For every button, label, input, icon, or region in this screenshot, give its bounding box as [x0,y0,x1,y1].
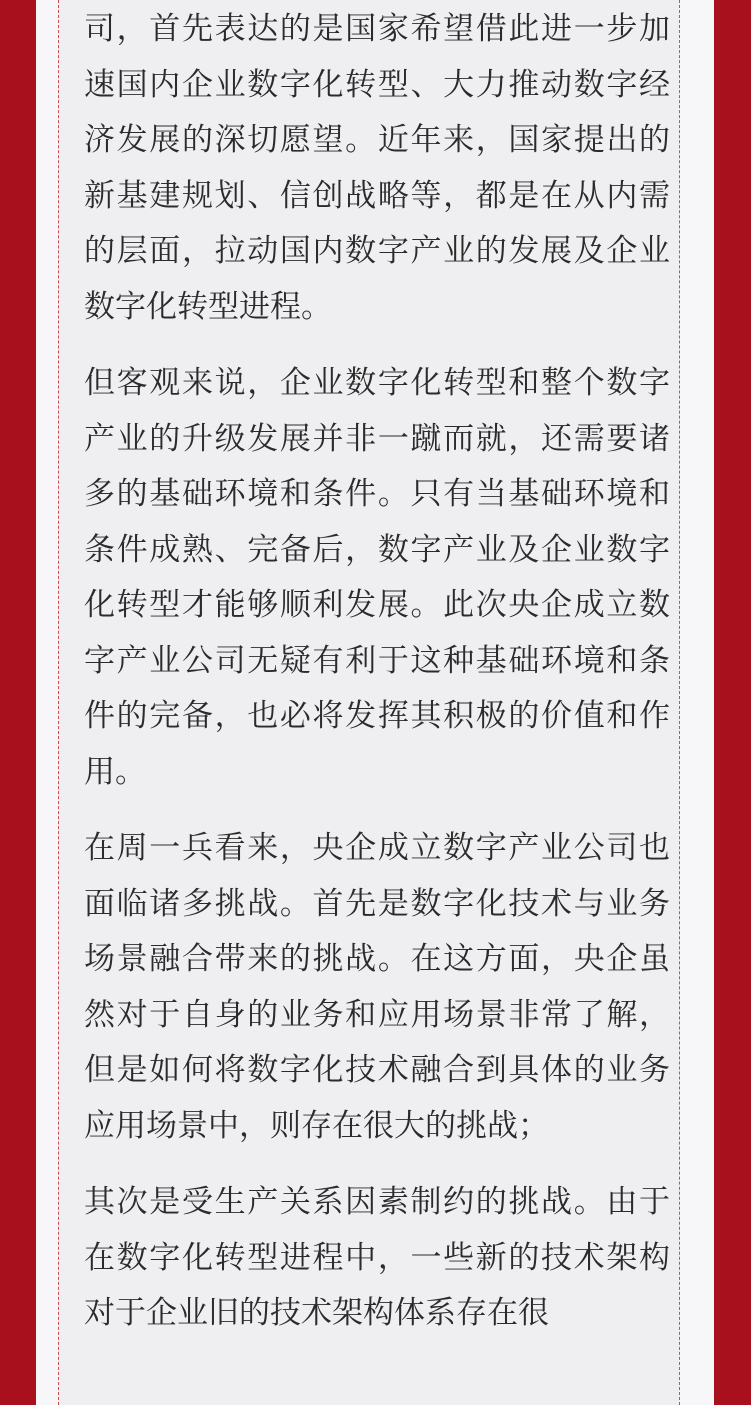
paragraph-2: 但客观来说，企业数字化转型和整个数字产业的升级发展并非一蹴而就，还需要诸多的基础环境和条件。只有当基础环境和条件成熟、完备后，数字产业及企业数字化转型才能够顺利发展。此次央企成立数字产业公司无疑有利于这种基础环境和条件的完备，也必将发挥其积极的价值和作用。 [84,365,670,790]
paragraph-3: 在周一兵看来，央企成立数字产业公司也面临诸多挑战。首先是数字化技术与业务场景融合带来的挑战。在这方面，央企虽然对于自身的业务和应用场景非常了解，但是如何将数字化技术融合到具体的业务应用场景中，则存在很大的挑战； [84,830,670,1144]
paragraph-1: 司，首先表达的是国家希望借此进一步加速国内企业数字化转型、大力推动数字经济发展的深切愿望。近年来，国家提出的新基建规划、信创战略等，都是在从内需的层面，拉动国内数字产业的发展及企业数字化转型进程。 [84,11,670,325]
paragraph-4: 其次是受生产关系因素制约的挑战。由于在数字化转型进程中，一些新的技术架构对于企业旧的技术架构体系存在很 [84,1184,670,1331]
article-body [84,2,670,1363]
